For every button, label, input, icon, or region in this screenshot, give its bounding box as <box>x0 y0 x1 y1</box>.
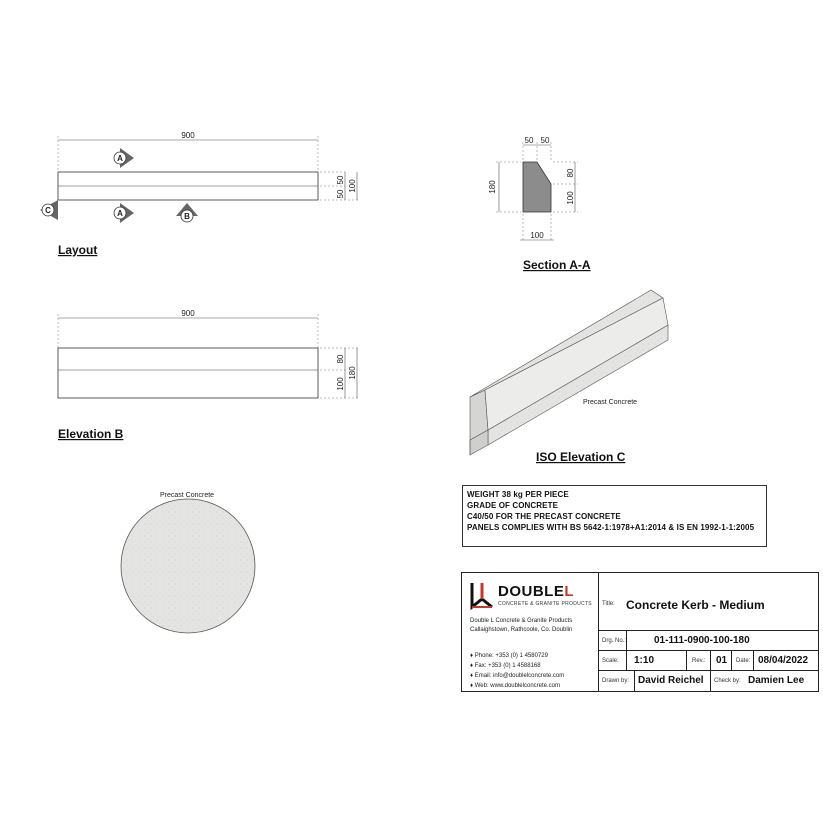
iso-marker-c <box>40 200 58 220</box>
layout-dim-50b: 50 <box>336 189 345 199</box>
elevation-dim-100: 100 <box>336 377 345 391</box>
section-view <box>488 136 591 272</box>
marker-a-label: A <box>117 154 123 163</box>
note-concrete: C40/50 FOR THE PRECAST CONCRETE <box>467 512 621 521</box>
contact-list <box>470 651 564 691</box>
logo-subtitle: CONCRETE & GRANITE PRODUCTS <box>498 601 592 607</box>
marker-b-label: B <box>184 212 190 221</box>
company-panel <box>462 573 599 691</box>
iso-material-label: Precast Concrete <box>583 399 638 406</box>
material-swatch <box>121 492 255 633</box>
contact-fax: ♦ Fax: +353 (0) 1 4588168 <box>470 663 541 669</box>
drg-number: 01-111-0900-100-180 <box>654 635 750 646</box>
contact-web: ♦ Web: www.doublelconcrete.com <box>470 683 560 689</box>
drg-label: Drg. No.: <box>602 638 627 644</box>
drawing-info <box>598 573 818 691</box>
contact-phone: ♦ Phone: +353 (0) 1 4580729 <box>470 653 548 659</box>
check-by: Damien Lee <box>748 675 805 686</box>
section-marker-a-bottom <box>114 203 134 223</box>
section-dim-80: 80 <box>566 168 575 178</box>
elevation-view <box>58 309 360 441</box>
scale-row <box>598 651 818 671</box>
note-grade: GRADE OF CONCRETE <box>467 501 559 510</box>
elevation-dim-length: 900 <box>181 309 195 318</box>
rev-value: 01 <box>716 655 728 666</box>
elevation-title: Elevation B <box>58 427 124 441</box>
logo-wordmark: DOUBLEL <box>498 583 575 600</box>
section-marker-a-top <box>114 148 134 168</box>
drawing-title: Concrete Kerb - Medium <box>626 598 765 612</box>
contact-email: ♦ Email: info@doublelconcrete.com <box>470 673 565 679</box>
company-address: Callaighstown, Rathcoole, Co. Doublin <box>470 627 573 633</box>
section-title: Section A-A <box>523 258 591 272</box>
layout-dim-50a: 50 <box>336 175 345 185</box>
kerb-cross-section <box>523 162 551 212</box>
check-label: Check by: <box>714 678 741 684</box>
layout-view <box>40 131 360 257</box>
iso-title: ISO Elevation C <box>536 450 626 464</box>
date-value: 08/04/2022 <box>758 655 809 666</box>
company-logo <box>468 579 592 615</box>
drg-row <box>598 631 818 651</box>
title-row <box>598 573 818 631</box>
drawn-label: Drawn by: <box>602 678 630 684</box>
date-label: Date: <box>736 658 751 664</box>
company-details <box>470 617 572 635</box>
marker-c-label: C <box>45 206 51 215</box>
elevation-dim-80: 80 <box>336 354 345 364</box>
section-dim-50b: 50 <box>540 136 550 145</box>
layout-dim-length: 900 <box>181 131 195 140</box>
layout-title: Layout <box>58 243 98 257</box>
section-dim-50a: 50 <box>524 136 534 145</box>
rev-label: Rev.: <box>692 658 706 664</box>
swatch-label: Precast Concrete <box>160 492 215 499</box>
layout-dim-100: 100 <box>348 179 357 193</box>
company-name: Double L Concrete & Granite Products <box>470 618 573 624</box>
iso-view <box>470 290 668 464</box>
section-dim-bottom: 100 <box>530 231 544 240</box>
scale-label: Scale: <box>602 658 619 664</box>
scale-value: 1:10 <box>634 655 655 666</box>
section-dim-100: 100 <box>566 191 575 205</box>
note-weight: WEIGHT 38 kg PER PIECE <box>467 490 569 499</box>
marker-a-label-2: A <box>117 209 123 218</box>
logo-icon <box>468 579 496 613</box>
note-standards: PANELS COMPLIES WITH BS 5642-1:1978+A1:2014 & IS EN 1992-1-1:2005 <box>467 523 755 532</box>
title-block <box>461 572 819 692</box>
title-label: Title: <box>602 601 615 607</box>
elevation-marker-b <box>176 203 198 222</box>
elevation-dim-180: 180 <box>348 366 357 380</box>
drawn-by: David Reichel <box>638 675 704 686</box>
drawn-row <box>598 671 818 691</box>
notes-box <box>462 485 767 547</box>
section-dim-180: 180 <box>488 180 497 194</box>
